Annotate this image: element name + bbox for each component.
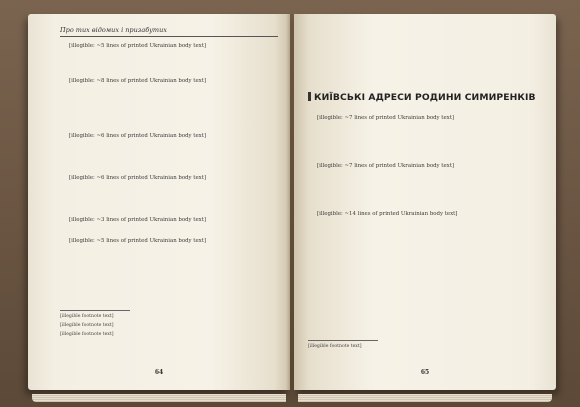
right-body-text [308,115,526,308]
running-head: Про тих відомих і призабутих [60,26,278,37]
left-paragraph-5: [illegible: ~3 lines of printed Ukrainian body text] [69,217,206,223]
left-page-edges [32,394,286,402]
right-footnote-1: [illegible footnote text] [308,344,362,349]
left-paragraph-6: [illegible: ~5 lines of printed Ukrainian body text] [69,238,206,244]
chapter-title [308,92,536,103]
left-page [28,14,290,390]
open-book [28,14,556,396]
right-page-number: 65 [420,369,430,376]
left-paragraph-1: [illegible: ~5 lines of printed Ukrainian body text] [69,43,206,49]
right-page [294,14,556,390]
right-paragraph-1: [illegible: ~7 lines of printed Ukrainian body text] [317,115,454,121]
left-page-number: 64 [154,369,164,376]
left-body-text [60,43,278,273]
left-footnote-2: [illegible footnote text] [60,322,114,328]
chapter-title-text: КИЇВСЬКІ АДРЕСИ РОДИНИ СИМИРЕНКІВ [314,92,536,103]
left-paragraph-4: [illegible: ~6 lines of printed Ukrainian body text] [69,175,206,181]
left-footnote-3: [illegible footnote text] [60,331,114,337]
title-bar-ornament [308,92,311,101]
left-footnote-1: [illegible footnote text] [60,314,114,319]
left-paragraph-2: [illegible: ~8 lines of printed Ukrainian body text] [69,78,206,84]
left-paragraph-3: [illegible: ~6 lines of printed Ukrainian body text] [69,133,206,139]
left-footnotes [60,310,130,337]
right-paragraph-2: [illegible: ~7 lines of printed Ukrainian body text] [317,163,454,169]
right-paragraph-3: [illegible: ~14 lines of printed Ukrainian body text] [317,211,458,217]
right-page-edges [298,394,552,402]
right-footnotes [308,340,378,350]
